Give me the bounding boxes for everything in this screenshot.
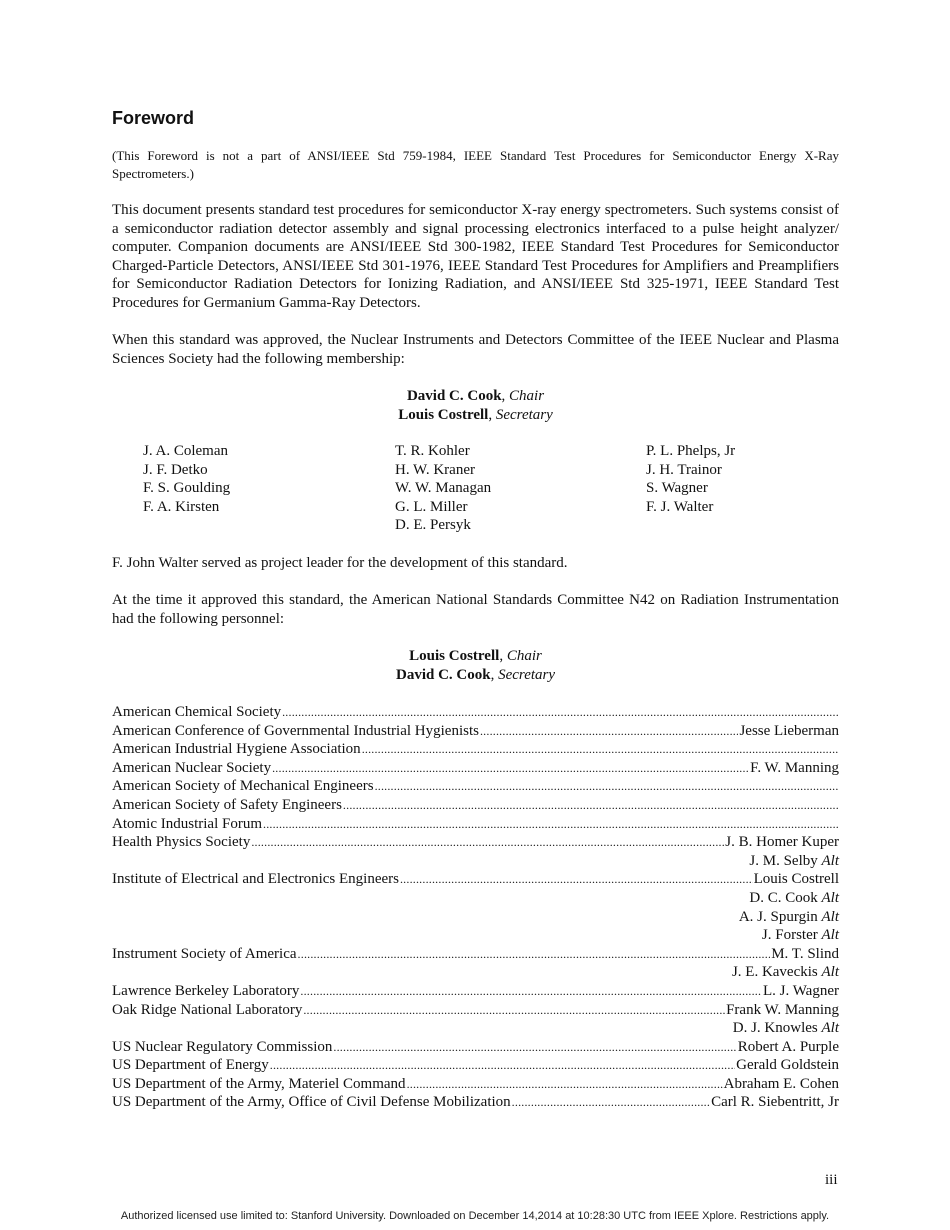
organization-row [112, 1093, 839, 1112]
dot-leader [303, 1001, 725, 1020]
member-name: D. E. Persyk [395, 517, 471, 534]
representative-name: Jesse Lieberman [739, 722, 839, 739]
member-name: S. Wagner [646, 480, 708, 497]
committee2-chair-name: Louis Costrell [409, 648, 500, 664]
member-name: F. J. Walter [646, 498, 714, 515]
member-name: H. W. Kraner [395, 461, 475, 478]
representative-name: Abraham E. Cohen [723, 1075, 839, 1092]
dot-leader [362, 740, 838, 759]
alternate-name: D. J. Knowles [732, 1020, 818, 1037]
member-name: F. A. Kirsten [143, 498, 220, 515]
organization-name: US Department of the Army, Office of Civil Defense Mobilization [112, 1094, 511, 1111]
alternate-row [112, 852, 839, 871]
organization-name: Health Physics Society [112, 834, 251, 851]
representative-name: Carl R. Siebentritt, Jr [711, 1094, 839, 1111]
alternate-name: J. Forster [761, 927, 818, 944]
dot-leader [512, 1093, 710, 1112]
organization-row [112, 740, 839, 759]
organization-name: US Department of Energy [112, 1057, 269, 1074]
dot-leader [298, 945, 771, 964]
dot-leader [333, 1038, 736, 1057]
alternate-label: Alt [821, 927, 839, 944]
organization-name: Instrument Society of America [112, 945, 297, 962]
committee2-chair-role: Chair [506, 648, 542, 664]
dot-leader [270, 1056, 735, 1075]
organization-row [112, 1001, 839, 1020]
dot-leader [282, 703, 838, 722]
representative-name: J. B. Homer Kuper [725, 834, 839, 851]
alternate-name: J. M. Selby [749, 852, 818, 869]
dot-leader [407, 1075, 723, 1094]
member-name: J. F. Detko [143, 461, 208, 478]
committee-intro-paragraph: When this standard was approved, the Nuclear Instruments and Detectors Committee of the IEEE Nuclear and Plasma Sciences Society had the following membership: [112, 332, 839, 367]
member-name: F. S. Goulding [143, 480, 231, 497]
alternate-name: D. C. Cook [749, 889, 818, 906]
alternate-row [112, 908, 839, 927]
organization-name: American Conference of Governmental Industrial Hygienists [112, 722, 479, 739]
organization-row [112, 777, 839, 796]
organization-row [112, 1075, 839, 1094]
alternate-label: Alt [821, 908, 839, 925]
organization-row [112, 945, 839, 964]
committee2-secretary-name: David C. Cook [395, 666, 491, 683]
organization-row [112, 870, 839, 889]
dot-leader [343, 796, 838, 815]
dot-leader [251, 833, 724, 852]
organization-row [112, 1038, 839, 1057]
organization-name: US Nuclear Regulatory Commission [112, 1038, 333, 1055]
representative-name: Robert A. Purple [737, 1038, 839, 1055]
organization-row [112, 759, 839, 778]
alternate-row [112, 889, 839, 908]
member-name: G. L. Miller [395, 498, 468, 515]
committee1-secretary-name: Louis Costrell [398, 406, 489, 423]
organization-name: American Society of Safety Engineers [112, 796, 342, 813]
organization-name: American Nuclear Society [112, 759, 272, 776]
intro-paragraph: This document presents standard test procedures for semiconductor X-ray energy spectrometers. Such systems consist of a semiconductor radiation detector assembly and signal processing electronics interfaced to a pulse height analyzer/ computer. Companion documents are ANSI/IEEE Std 300-1982, IEEE Standard Test Procedures for Semiconductor Charged-Particle Detectors, ANSI/IEEE Std 301-1976, IEEE Standard Test Procedures for Amplifiers and Preamplifiers for Semiconductor Radiation Detectors for Ionizing Radiation, and ANSI/IEEE Std 325-1971, IEEE Standard Test Procedures for Germanium Gamma-Ray Detectors. [112, 202, 839, 311]
committee1-chair-role: Chair [509, 388, 545, 404]
alternate-label: Alt [821, 852, 839, 869]
representative-name: Louis Costrell [753, 871, 839, 888]
project-leader-paragraph: F. John Walter served as project leader for the development of this standard. [112, 555, 568, 571]
page-title: Foreword [112, 108, 195, 128]
dot-leader [480, 722, 738, 741]
organization-name: American Industrial Hygiene Association [112, 741, 361, 758]
organization-row [112, 703, 839, 722]
organization-row [112, 833, 839, 852]
representative-name: Gerald Goldstein [736, 1057, 839, 1074]
organization-name: American Society of Mechanical Engineers [112, 778, 374, 795]
member-name: P. L. Phelps, Jr [646, 443, 736, 459]
alternate-label: Alt [821, 1020, 839, 1037]
organization-name: Lawrence Berkeley Laboratory [112, 982, 300, 999]
dot-leader [300, 982, 762, 1001]
committee1-secretary-role: Secretary [495, 406, 553, 423]
member-column-2 [395, 442, 491, 535]
representative-name: Frank W. Manning [726, 1001, 839, 1018]
dot-leader [400, 870, 753, 889]
organization-name: US Department of the Army, Materiel Command [112, 1075, 406, 1092]
committee1-chair-name: David C. Cook [406, 388, 502, 404]
member-name: W. W. Managan [395, 480, 492, 497]
committee2-secretary-role: Secretary [498, 666, 556, 683]
alternate-row [112, 926, 839, 945]
committee1-officers: David C. Cook, Chair Louis Costrell, Secretary [398, 388, 553, 423]
representative-name: L. J. Wagner [763, 982, 839, 999]
committee2-officers: Louis Costrell, Chair David C. Cook, Secretary [395, 648, 556, 683]
organization-name: Oak Ridge National Laboratory [112, 1001, 303, 1018]
organization-row [112, 982, 839, 1001]
member-column-3 [646, 442, 735, 516]
page-number: iii [825, 1172, 838, 1188]
organization-list [112, 703, 839, 1112]
member-name: J. H. Trainor [646, 461, 722, 478]
alternate-label: Alt [821, 889, 839, 906]
organization-name: American Chemical Society [112, 704, 282, 720]
foreword-note: (This Foreword is not a part of ANSI/IEEE Std 759-1984, IEEE Standard Test Procedures for Semiconductor Energy X-Ray Spectrometers.) [112, 148, 839, 181]
organization-row [112, 722, 839, 741]
dot-leader [375, 777, 838, 796]
alternate-name: J. E. Kaveckis [731, 964, 818, 981]
alternate-name: A. J. Spurgin [738, 908, 818, 925]
organization-row [112, 815, 839, 834]
alternate-label: Alt [821, 964, 839, 981]
representative-name: F. W. Manning [750, 759, 839, 776]
organization-row [112, 796, 839, 815]
alternate-row [112, 963, 839, 982]
member-column-1 [143, 442, 230, 516]
alternate-row [112, 1019, 839, 1038]
member-name: T. R. Kohler [395, 443, 470, 459]
ansc-intro-paragraph: At the time it approved this standard, the American National Standards Committee N42 on Radiation Instrumentation had the following personnel: [112, 592, 839, 627]
organization-name: Institute of Electrical and Electronics Engineers [112, 871, 399, 888]
organization-row [112, 1056, 839, 1075]
organization-name: Atomic Industrial Forum [112, 815, 262, 832]
member-name: J. A. Coleman [143, 443, 228, 459]
license-footer: Authorized licensed use limited to: Stanford University. Downloaded on December 14,2014 at 10:28:30 UTC from IEEE Xplore. Restrictions apply. [120, 1210, 830, 1222]
representative-name: M. T. Slind [771, 945, 839, 962]
dot-leader [263, 815, 838, 834]
dot-leader [272, 759, 749, 778]
